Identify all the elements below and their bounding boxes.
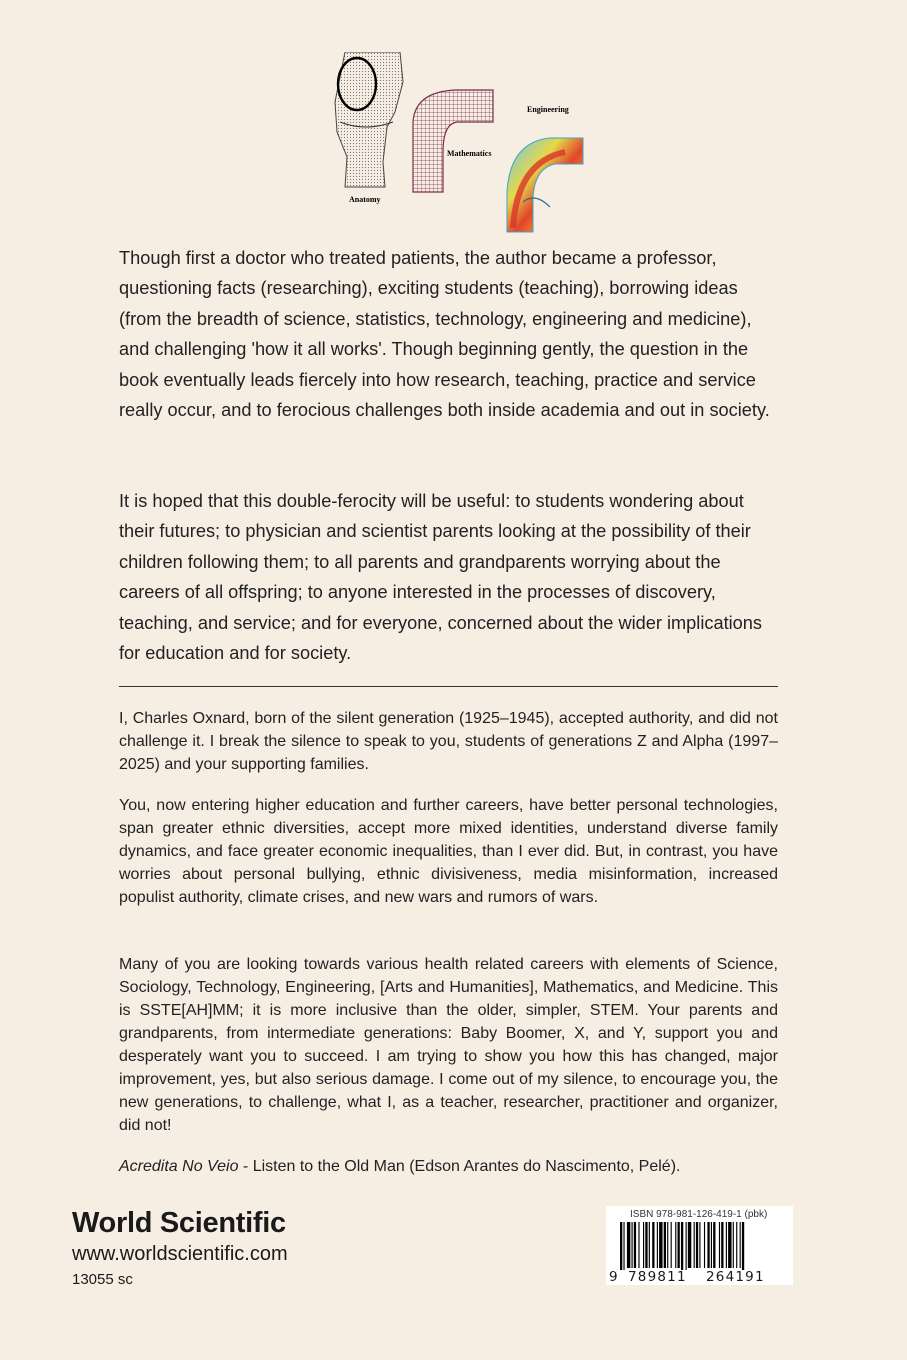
isbn-label: ISBN 978-981-126-419-1 (pbk) — [630, 1209, 768, 1220]
barcode-bar — [721, 1222, 723, 1268]
isbn-barcode — [606, 1206, 793, 1285]
barcode-bar — [719, 1222, 720, 1268]
barcode-bar — [652, 1222, 654, 1268]
barcode-bar — [696, 1222, 698, 1268]
barcode-bar — [634, 1222, 636, 1268]
barcode-bar — [664, 1222, 666, 1268]
barcode-bar — [740, 1222, 741, 1268]
barcode-digits-left: 789811 — [628, 1269, 687, 1285]
barcode-bar — [671, 1222, 672, 1268]
barcode-bar — [627, 1222, 630, 1268]
quote-italic: Acredita No Veio — [119, 1158, 239, 1175]
author-note-paragraph-3: Many of you are looking towards various health related careers with elements of Science, Sociology, Technology, Engineering, [Arts and Humanities], Mathematics, and Medicine. This is SSTE[AH]MM; it is more inclusive than the older, simpler, STEM. Your parents and grandparents, from intermediate generations: Baby Boomer, X, and Y, support you and desperately want you to succeed. I am trying to show you how this has changed, major improvement, yes, but also serious damage. I come out of my silence, to encourage you, the new generations, to challenge, what I, as a teacher, researcher, practitioner and organizer, did not! — [119, 956, 778, 1134]
barcode-bar — [704, 1222, 705, 1268]
barcode-bar — [649, 1222, 650, 1268]
author-note-paragraph-2: You, now entering higher education and further careers, have better personal technologies, span greater ethnic diversities, accept more mixed identities, understand diverse family dynamics, and face greater economic inequalities, than I ever did. But, in contrast, you have worries about personal bullying, ethnic divisiveness, media misinformation, increased populist authority, climate crises, and new wars and rumors of wars. — [119, 797, 778, 906]
barcode-bars — [606, 1222, 793, 1270]
barcode-bar — [678, 1222, 680, 1268]
cover-illustration — [325, 52, 595, 234]
barcode-bar — [713, 1222, 715, 1268]
product-code: 13055 sc — [72, 1271, 133, 1288]
barcode-bar — [736, 1222, 737, 1268]
engineering-label: Engineering — [527, 105, 569, 114]
barcode-bar — [657, 1222, 658, 1268]
barcode-bar — [707, 1222, 709, 1268]
publisher-url: www.worldscientific.com — [72, 1243, 288, 1265]
publisher-block — [72, 1206, 288, 1291]
barcode-bar — [645, 1222, 647, 1268]
barcode-bar — [733, 1222, 734, 1268]
quote-attribution: - Listen to the Old Man (Edson Arantes do Nascimento, Pelé). — [238, 1158, 681, 1175]
knee-joint-sketch — [335, 52, 403, 187]
barcode-bar — [728, 1222, 731, 1268]
anatomy-math-engineering-diagram — [325, 52, 595, 234]
barcode-digit-first: 9 — [609, 1269, 619, 1285]
barcode-bar — [711, 1222, 712, 1268]
description-paragraph-2: It is hoped that this double-ferocity will be useful: to students wondering about their futures; to physician and scientist parents looking at the possibility of their children following them; to all parents and grandparents worrying about the careers of all offspring; to anyone interested in the processes of discovery, teaching, and service; and for everyone, concerned about the wider implications for education and for society. — [119, 491, 763, 664]
author-note-paragraph-1: I, Charles Oxnard, born of the silent generation (1925–1945), accepted authority, and did not challenge it. I break the silence to speak to you, students of generations Z and Alpha (1997–2025) and your supporting families. — [119, 710, 778, 773]
mathematics-label: Mathematics — [447, 149, 492, 158]
barcode-bar — [686, 1222, 687, 1270]
barcode-bar — [675, 1222, 676, 1268]
publisher-name: World Scientific — [72, 1207, 286, 1239]
description-paragraph-1: Though first a doctor who treated patients, the author became a professor, questioning facts (researching), exciting students (teaching), borrowing ideas (from the breadth of science, statistics, technology, engineering and medicine), and challenging 'how it all works'. Though beginning gently, the question in the book eventually leads fiercely into how research, teaching, practice and service really occur, and to ferocious challenges both inside academia and out in society. — [119, 248, 770, 421]
barcode-bar — [688, 1222, 691, 1268]
barcode-bar — [638, 1222, 639, 1268]
math-mesh — [413, 90, 493, 192]
barcode-bar — [742, 1222, 744, 1270]
engineering-stress-plot — [507, 138, 583, 232]
barcode-bar — [726, 1222, 727, 1268]
barcode-bar — [694, 1222, 695, 1268]
barcode-bar — [699, 1222, 700, 1268]
section-divider — [119, 686, 778, 687]
barcode-bar — [643, 1222, 644, 1268]
barcode-bar — [632, 1222, 633, 1268]
closing-quote — [119, 1155, 778, 1178]
anatomy-label: Anatomy — [349, 195, 381, 204]
barcode-bar — [667, 1222, 668, 1268]
barcode-bar — [620, 1222, 622, 1270]
barcode-digits-right: 264191 — [706, 1269, 765, 1285]
barcode-bar — [659, 1222, 662, 1268]
barcode-bar — [623, 1222, 624, 1270]
barcode-bar — [681, 1222, 683, 1270]
